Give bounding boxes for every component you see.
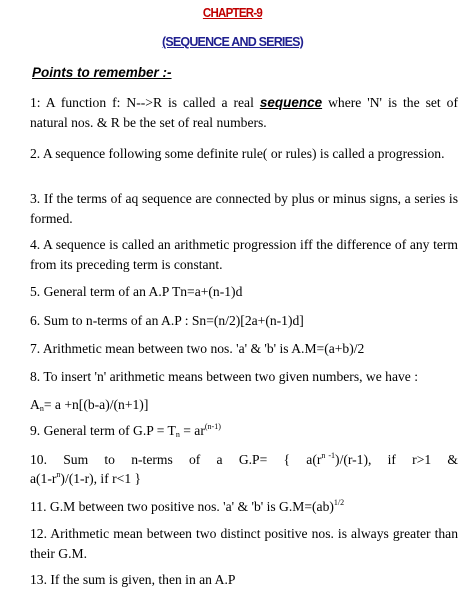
p10-word: of	[188, 452, 201, 467]
point-1	[30, 93, 458, 133]
p10-word: 10.	[30, 452, 47, 467]
p10-word: Sum	[63, 452, 89, 467]
point-3: 3. If the terms of aq sequence are connected by plus or minus signs, a series is formed.	[30, 191, 458, 226]
point-12: 12. Arithmetic mean between two distinct positive nos. is always greater than their G.M.	[30, 526, 458, 561]
point-11-text: 11. G.M between two positive nos. 'a' & 'b' is G.M=(ab)	[30, 499, 334, 514]
p10-word: r>1	[412, 452, 432, 467]
p10-line2-exponent: n	[56, 470, 61, 479]
point-6: 6. Sum to n-terms of an A.P : Sn=(n/2)[2a+(n-1)d]	[30, 313, 304, 328]
point-4: 4. A sequence is called an arithmetic progression iff the difference of any term from its preceding term is constant.	[30, 237, 458, 272]
p10-exponent-tail: -1	[328, 451, 336, 460]
p10-word: if	[387, 452, 396, 467]
p10-exponent: n	[321, 451, 326, 460]
point-9-text: 9. General term of G.P = T	[30, 423, 176, 438]
sequence-keyword: sequence	[259, 95, 323, 110]
p10-line2-start: a(1-r	[30, 471, 57, 486]
point-9-formula: = ar	[179, 423, 205, 438]
point-1-text-end: where 'N' is the set of natural nos. & R be the set of real numbers.	[30, 95, 458, 130]
point-2: 2. A sequence following some definite rule( or rules) is called a progression.	[30, 146, 445, 161]
formula-expression: = a +n[(b-a)/(n+1)]	[43, 397, 149, 412]
point-11	[30, 497, 458, 517]
point-11-exponent: 1/2	[333, 498, 345, 507]
point-13: 13. If the sum is given, then in an A.P	[30, 572, 236, 587]
points-heading: Points to remember :-	[32, 65, 172, 80]
point-8-formula	[30, 395, 458, 415]
point-7: 7. Arithmetic mean between two nos. 'a' & 'b' is A.M=(a+b)/2	[30, 341, 365, 356]
p10-word: &	[447, 452, 458, 467]
point-1-text-start: 1: A function f: N-->R is called a real	[30, 95, 260, 110]
point-10-line-1	[30, 450, 458, 470]
point-8: 8. To insert 'n' arithmetic means between two given numbers, we have :	[30, 369, 418, 384]
p10-line2-end: )/(1-r), if r<1 }	[60, 471, 142, 486]
p10-formula-tail: )/(r-1),	[335, 452, 372, 467]
chapter-title: CHAPTER-9	[202, 6, 263, 20]
chapter-subtitle: (SEQUENCE AND SERIES)	[161, 35, 304, 49]
p10-word: n-terms	[131, 452, 173, 467]
p10-word: a	[216, 452, 223, 467]
p10-formula	[306, 450, 371, 470]
formula-symbol: A	[30, 397, 40, 412]
p10-word: G.P=	[238, 452, 268, 467]
point-5: 5. General term of an A.P Tn=a+(n-1)d	[30, 284, 243, 299]
point-9	[30, 421, 458, 441]
p10-word: to	[104, 452, 115, 467]
point-9-subscript: n	[175, 430, 180, 439]
point-9-exponent: (n-1)	[204, 422, 221, 431]
point-10-line-2	[30, 469, 458, 489]
formula-subscript: n	[39, 404, 44, 413]
p10-word: {	[283, 452, 291, 467]
p10-formula-base: a(r	[306, 452, 322, 467]
